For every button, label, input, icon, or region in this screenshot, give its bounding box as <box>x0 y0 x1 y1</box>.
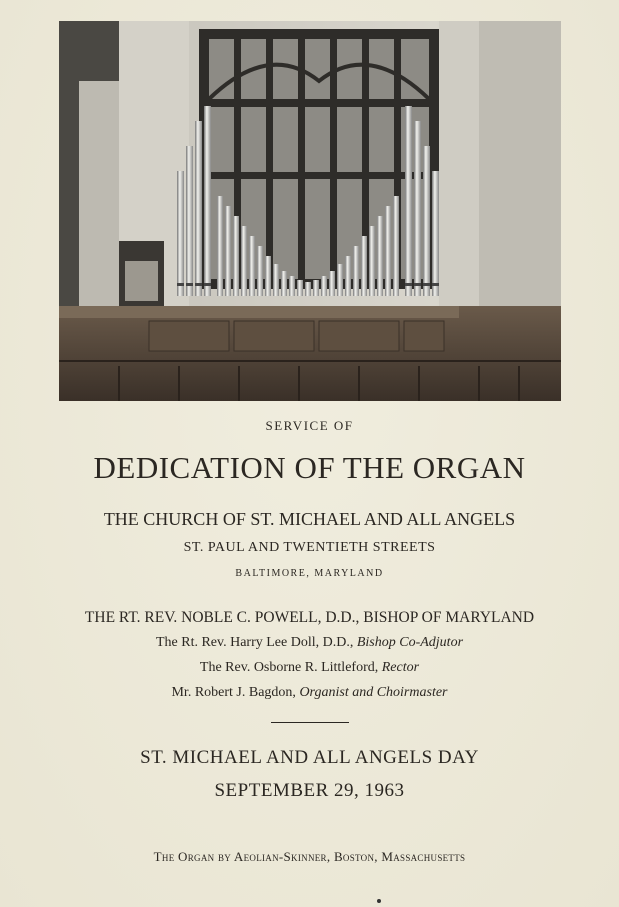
church-address: ST. PAUL AND TWENTIETH STREETS <box>183 540 436 555</box>
rector-title: Rector <box>381 660 420 675</box>
organist-line <box>0 685 619 701</box>
church-city: BALTIMORE, MARYLAND <box>235 568 384 579</box>
organist-name: Mr. Robert J. Bagdon, <box>171 685 296 700</box>
divider-rule <box>271 722 349 723</box>
occasion-date: SEPTEMBER 29, 1963 <box>214 780 405 801</box>
rector-line <box>0 660 619 676</box>
occasion-day: ST. MICHAEL AND ALL ANGELS DAY <box>140 747 479 768</box>
rector-name: The Rev. Osborne R. Littleford, <box>199 660 379 675</box>
organ-builder-line: The Organ by Aeolian-Skinner, Boston, Massachusetts <box>153 849 466 864</box>
church-name: THE CHURCH OF ST. MICHAEL AND ALL ANGELS <box>103 509 516 529</box>
coadjutor-name: The Rt. Rev. Harry Lee Doll, D.D., <box>155 635 354 650</box>
service-of-label: SERVICE OF <box>265 418 354 433</box>
organist-title: Organist and Choirmaster <box>299 685 448 700</box>
coadjutor-line <box>0 635 619 651</box>
bishop-line: THE RT. REV. NOBLE C. POWELL, D.D., BISHOP OF MARYLAND <box>84 609 535 626</box>
coadjutor-title: Bishop Co-Adjutor <box>356 635 464 650</box>
organ-photo <box>59 21 561 401</box>
page-title: DEDICATION OF THE ORGAN <box>93 450 526 485</box>
print-speck <box>377 899 381 903</box>
